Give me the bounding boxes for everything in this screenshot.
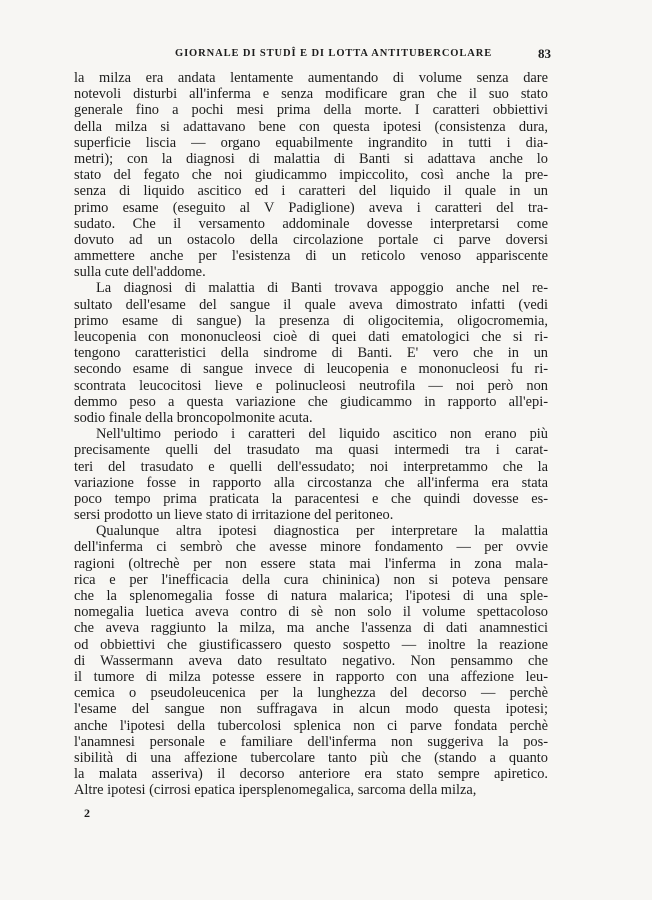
text-line: anche l'ipotesi della tubercolosi splenica non ci parve fondata perchè xyxy=(74,717,548,734)
text-line: sersi prodotto un lieve stato di irritazione del peritoneo. xyxy=(74,507,394,524)
text-line: la milza era andata lentamente aumentando di volume senza dare xyxy=(74,70,548,86)
text-line: primo esame (eseguito al V Padiglione) aveva i caratteri del tra- xyxy=(74,199,548,216)
text-line: nomegalia luetica aveva contro di sè non solo il volume spettacoloso xyxy=(74,604,548,621)
text-line: dell'inferma ci sembrò che avesse minore fondamento — per ovvie xyxy=(74,539,548,556)
text-line: precisamente quelli del trasudato ma quasi intermedi tra i carat- xyxy=(74,442,548,459)
text-line: superficie liscia — organo equabilmente ingrandito in tutti i dia- xyxy=(74,134,548,151)
paragraph xyxy=(74,426,548,523)
running-title: GIORNALE DI STUDÎ E DI LOTTA ANTITUBERCOLARE xyxy=(175,48,493,59)
text-line: sibilità di una affezione tubercolare tanto più che (stando a quanto xyxy=(74,749,548,766)
text-line: l'anamnesi personale e familiare dell'inferma non suggeriva la pos- xyxy=(74,733,548,750)
text-line: Nell'ultimo periodo i caratteri del liquido ascitico non erano più xyxy=(96,426,548,443)
text-line: notevoli disturbi all'inferma e senza modificare gran che il suo stato xyxy=(74,86,548,103)
text-line: variazione fosse in rapporto alla circostanza che all'inferma era stata xyxy=(74,474,548,491)
text-line: senza di liquido ascitico ed i caratteri del liquido il quale in un xyxy=(74,183,548,200)
text-line: secondo esame di sangue invece di leucopenia e mononucleosi fu ri- xyxy=(74,361,548,378)
text-line: sulla cute dell'addome. xyxy=(74,264,206,281)
paragraph xyxy=(74,280,548,426)
text-line: La diagnosi di malattia di Banti trovava appoggio anche nel re- xyxy=(96,280,548,297)
text-line: dovuto ad un ostacolo della circolazione portale ci parve doversi xyxy=(74,231,548,248)
signature-mark: 2 xyxy=(84,806,90,820)
text-line: poco tempo prima praticata la paracentesi e che quindi dovesse es- xyxy=(74,490,548,507)
text-line: ragioni (oltrechè per non essere stata mai l'inferma in zona mala- xyxy=(74,555,548,572)
text-line: metri); con la diagnosi di malattia di Banti si adattava anche lo xyxy=(74,150,548,167)
text-line: cemica o pseudoleucenica per la lunghezza del decorso — perchè xyxy=(74,685,548,702)
text-line: della milza si adattavano bene con questa ipotesi (consistenza dura, xyxy=(74,118,548,135)
text-line: scontrata leucocitosi lieve e polinucleosi neutrofila — noi però non xyxy=(74,377,548,394)
text-line: sultato dell'esame del sangue il quale aveva dimostrato infatti (vedi xyxy=(74,296,548,313)
body-text xyxy=(74,70,548,798)
text-line: la malata asseriva) il decorso anteriore era stato sempre apiretico. xyxy=(74,766,548,783)
text-line: ammettere anche per l'esistenza di un reticolo venoso appariscente xyxy=(74,248,548,265)
text-line: rica e per l'inefficacia della cura chininica) non si poteva pensare xyxy=(74,571,548,588)
text-line: che la splenomegalia fosse di natura malarica; l'ipotesi di una sple- xyxy=(74,588,548,604)
text-line: primo esame di sangue) la presenza di oligocitemia, oligocromemia, xyxy=(74,312,548,329)
text-line: od obbiettivi che giustificassero questo sospetto — inoltre la reazione xyxy=(74,636,548,653)
text-line: che aveva raggiunto la milza, ma anche l'assenza di dati anamnestici xyxy=(74,620,548,637)
text-line: di Wassermann aveva dato resultato negativo. Non pensammo che xyxy=(74,652,548,669)
text-line: teri del trasudato e quelli dell'essudato; noi interpretammo che la xyxy=(74,458,548,475)
text-line: tengono caratteristici della sindrome di Banti. E' vero che in un xyxy=(74,345,548,362)
paragraph xyxy=(74,70,548,280)
text-line: l'esame del sangue non suffragava in alcun modo questa ipotesi; xyxy=(74,701,548,718)
text-line: il tumore di milza potesse essere in rapporto con una affezione leu- xyxy=(74,668,548,685)
text-line: sudato. Che il versamento addominale dovesse interpretarsi come xyxy=(74,215,548,232)
text-line: Qualunque altra ipotesi diagnostica per interpretare la malattia xyxy=(96,523,548,540)
text-line: generale fino a pochi mesi prima della morte. I caratteri obbiettivi xyxy=(74,102,548,119)
text-line: Altre ipotesi (cirrosi epatica ipersplenomegalica, sarcoma della milza, xyxy=(74,782,477,799)
text-line: stato del fegato che noi giudicammo impiccolito, così anche la pre- xyxy=(74,167,548,184)
text-line: demmo peso a questa variazione che giudicammo in rapporto all'epi- xyxy=(74,393,548,410)
text-line: leucopenia con mononucleosi cioè di quei dati ematologici che si ri- xyxy=(74,329,548,345)
paragraph xyxy=(74,523,548,798)
page-number: 83 xyxy=(538,46,551,61)
text-line: sodio finale della broncopolmonite acuta. xyxy=(74,409,313,426)
